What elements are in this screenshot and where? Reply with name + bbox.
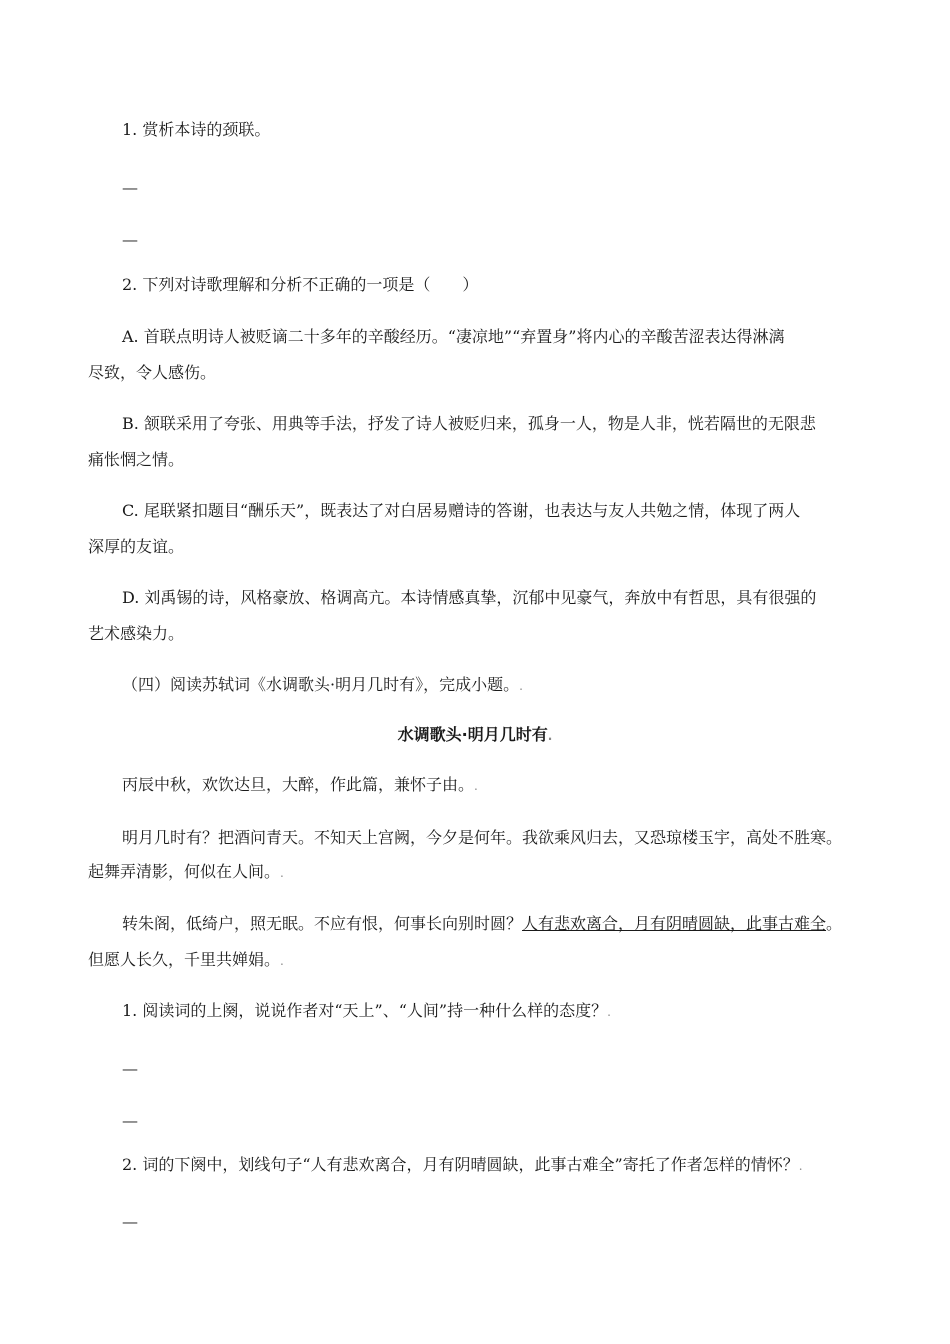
sub-question-2: 2. 词的下阕中，划线句子“人有悲欢离合，月有阴晴圆缺，此事古难全”寄托了作者怎样的情怀？. <box>122 1155 803 1174</box>
poem-lower-line-2-text: 但愿人长久，千里共婵娟。 <box>88 950 281 969</box>
poem-lower-line-1 <box>122 914 902 934</box>
option-d-line-1: D. 刘禹锡的诗，风格豪放、格调高亢。本诗情感真挚，沉郁中见豪气，奔放中有哲思，具有很强的 <box>122 588 817 607</box>
poem-preface: 丙辰中秋，欢饮达旦，大醉，作此篇，兼怀子由。. <box>122 775 478 794</box>
poem-preface-text: 丙辰中秋，欢饮达旦，大醉，作此篇，兼怀子由。 <box>122 775 475 794</box>
poem-title-text: 水调歌头·明月几时有 <box>397 725 548 744</box>
poem-upper-line-2-text: 起舞弄清影，何似在人间。 <box>88 862 281 881</box>
option-c-line-2: 深厚的友谊。 <box>88 537 185 556</box>
sub-question-1: 1. 阅读词的上阕，说说作者对“天上”、“人间”持一种什么样的态度？. <box>122 1001 611 1020</box>
section-heading-text: （四）阅读苏轼词《水调歌头·明月几时有》，完成小题。 <box>122 675 520 694</box>
sub-question-1-text: 1. 阅读词的上阕，说说作者对“天上”、“人间”持一种什么样的态度？ <box>122 1001 608 1020</box>
poem-upper-line-1: 明月几时有？把酒问青天。不知天上宫阙，今夕是何年。我欲乘风归去，又恐琼楼玉宇，高处不胜寒。 <box>122 828 843 847</box>
option-a-line-1: A. 首联点明诗人被贬谪二十多年的辛酸经历。“凄凉地”“弃置身”将内心的辛酸苦涩表达得淋漓 <box>122 327 785 346</box>
sub-question-2-text: 2. 词的下阕中，划线句子“人有悲欢离合，月有阴晴圆缺，此事古难全”寄托了作者怎样的情怀？ <box>122 1155 799 1174</box>
poem-title: 水调歌头·明月几时有. <box>397 725 553 744</box>
answer-blank: — <box>122 178 138 197</box>
poem-lower-line-2: 但愿人长久，千里共婵娟。. <box>88 950 284 969</box>
option-b-line-2: 痛怅惘之情。 <box>88 450 185 469</box>
answer-blank: — <box>122 230 138 249</box>
answer-blank: — <box>122 1059 138 1078</box>
poem-upper-line-2: 起舞弄清影，何似在人间。. <box>88 862 284 881</box>
option-a-line-2: 尽致，令人感伤。 <box>88 363 217 382</box>
answer-blank: — <box>122 1111 138 1130</box>
question-2: 2. 下列对诗歌理解和分析不正确的一项是（ ） <box>122 275 479 294</box>
answer-blank: — <box>122 1212 138 1231</box>
underlined-sentence: 人有悲欢离合，月有阴晴圆缺，此事古难全 <box>522 914 827 933</box>
poem-lower-text-b: 。 <box>826 914 843 933</box>
question-1: 1. 赏析本诗的颈联。 <box>122 120 271 139</box>
option-b-line-1: B. 颔联采用了夸张、用典等手法，抒发了诗人被贬归来，孤身一人，物是人非，恍若隔世的无限悲 <box>122 414 816 433</box>
poem-lower-text-a: 转朱阁，低绮户，照无眠。不应有恨，何事长向别时圆？ <box>122 914 523 933</box>
section-heading: （四）阅读苏轼词《水调歌头·明月几时有》，完成小题。. <box>122 675 523 694</box>
option-d-line-2: 艺术感染力。 <box>88 624 185 643</box>
option-c-line-1: C. 尾联紧扣题目“酬乐天”，既表达了对白居易赠诗的答谢，也表达与友人共勉之情，体现了两人 <box>122 501 801 520</box>
